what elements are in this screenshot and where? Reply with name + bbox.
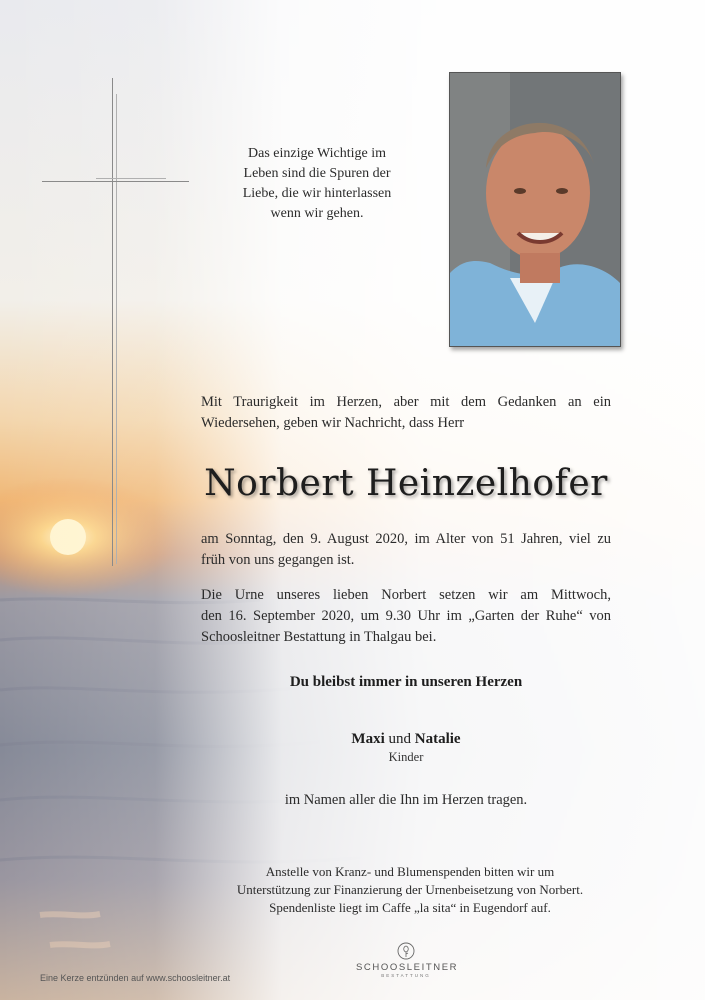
memorial-cross-horizontal-shadow bbox=[96, 178, 166, 179]
funeral-notice-line: Die Urne unseres lieben Norbert setzen wir am Mittwoch, bbox=[201, 587, 611, 603]
intro-text bbox=[201, 392, 611, 434]
funeral-notice-line: Schoosleitner Bestattung in Thalgau bei. bbox=[201, 629, 437, 645]
donation-note bbox=[190, 863, 630, 917]
funeral-home-logo bbox=[356, 942, 459, 978]
motto: Du bleibst immer in unseren Herzen bbox=[289, 674, 523, 690]
funeral-notice-line: den 16. September 2020, um 9.30 Uhr im „Garten der Ruhe“ von bbox=[201, 608, 611, 624]
candle-link[interactable]: Eine Kerze entzünden auf www.schoosleitner.at bbox=[40, 973, 231, 983]
intro-line: Mit Traurigkeit im Herzen, aber mit dem Gedanken an ein bbox=[201, 394, 611, 410]
death-notice-line: am Sonntag, den 9. August 2020, im Alter von 51 Jahren, viel zu bbox=[201, 531, 611, 547]
memorial-cross-vertical-shadow bbox=[116, 94, 117, 564]
mourners-role: Kinder bbox=[388, 750, 424, 764]
donation-line: Spendenliste liegt im Caffe „la sita“ in Eugendorf auf. bbox=[269, 900, 551, 915]
mourners-names bbox=[201, 731, 611, 748]
memorial-cross-horizontal bbox=[42, 181, 189, 182]
mourner-connector: und bbox=[384, 731, 415, 747]
memorial-quote bbox=[222, 144, 412, 224]
mourner-name-1: Maxi bbox=[351, 731, 385, 747]
funeral-notice bbox=[201, 585, 611, 648]
closing-line: im Namen aller die Ihn im Herzen tragen. bbox=[284, 792, 528, 808]
quote-line: Leben sind die Spuren der bbox=[243, 166, 391, 181]
logo-subtitle: BESTATTUNG bbox=[381, 973, 431, 978]
donation-line: Anstelle von Kranz- und Blumenspenden bitten wir um bbox=[265, 864, 555, 879]
donation-line: Unterstützung zur Finanzierung der Urnenbeisetzung von Norbert. bbox=[236, 882, 584, 897]
quote-line: Liebe, die wir hinterlassen bbox=[242, 186, 392, 201]
deceased-name: Norbert Heinzelhofer bbox=[204, 463, 608, 504]
rose-icon bbox=[397, 942, 415, 960]
death-notice bbox=[201, 529, 611, 571]
memorial-cross-vertical bbox=[112, 78, 113, 566]
death-notice-line: früh von uns gegangen ist. bbox=[201, 552, 355, 568]
quote-line: Das einzige Wichtige im bbox=[248, 146, 386, 161]
logo-name: SCHOOSLEITNER bbox=[356, 962, 459, 973]
portrait-photo bbox=[449, 72, 621, 347]
quote-line: wenn wir gehen. bbox=[270, 206, 364, 221]
mourner-name-2: Natalie bbox=[414, 731, 461, 747]
intro-line: Wiedersehen, geben wir Nachricht, dass Herr bbox=[201, 415, 465, 431]
